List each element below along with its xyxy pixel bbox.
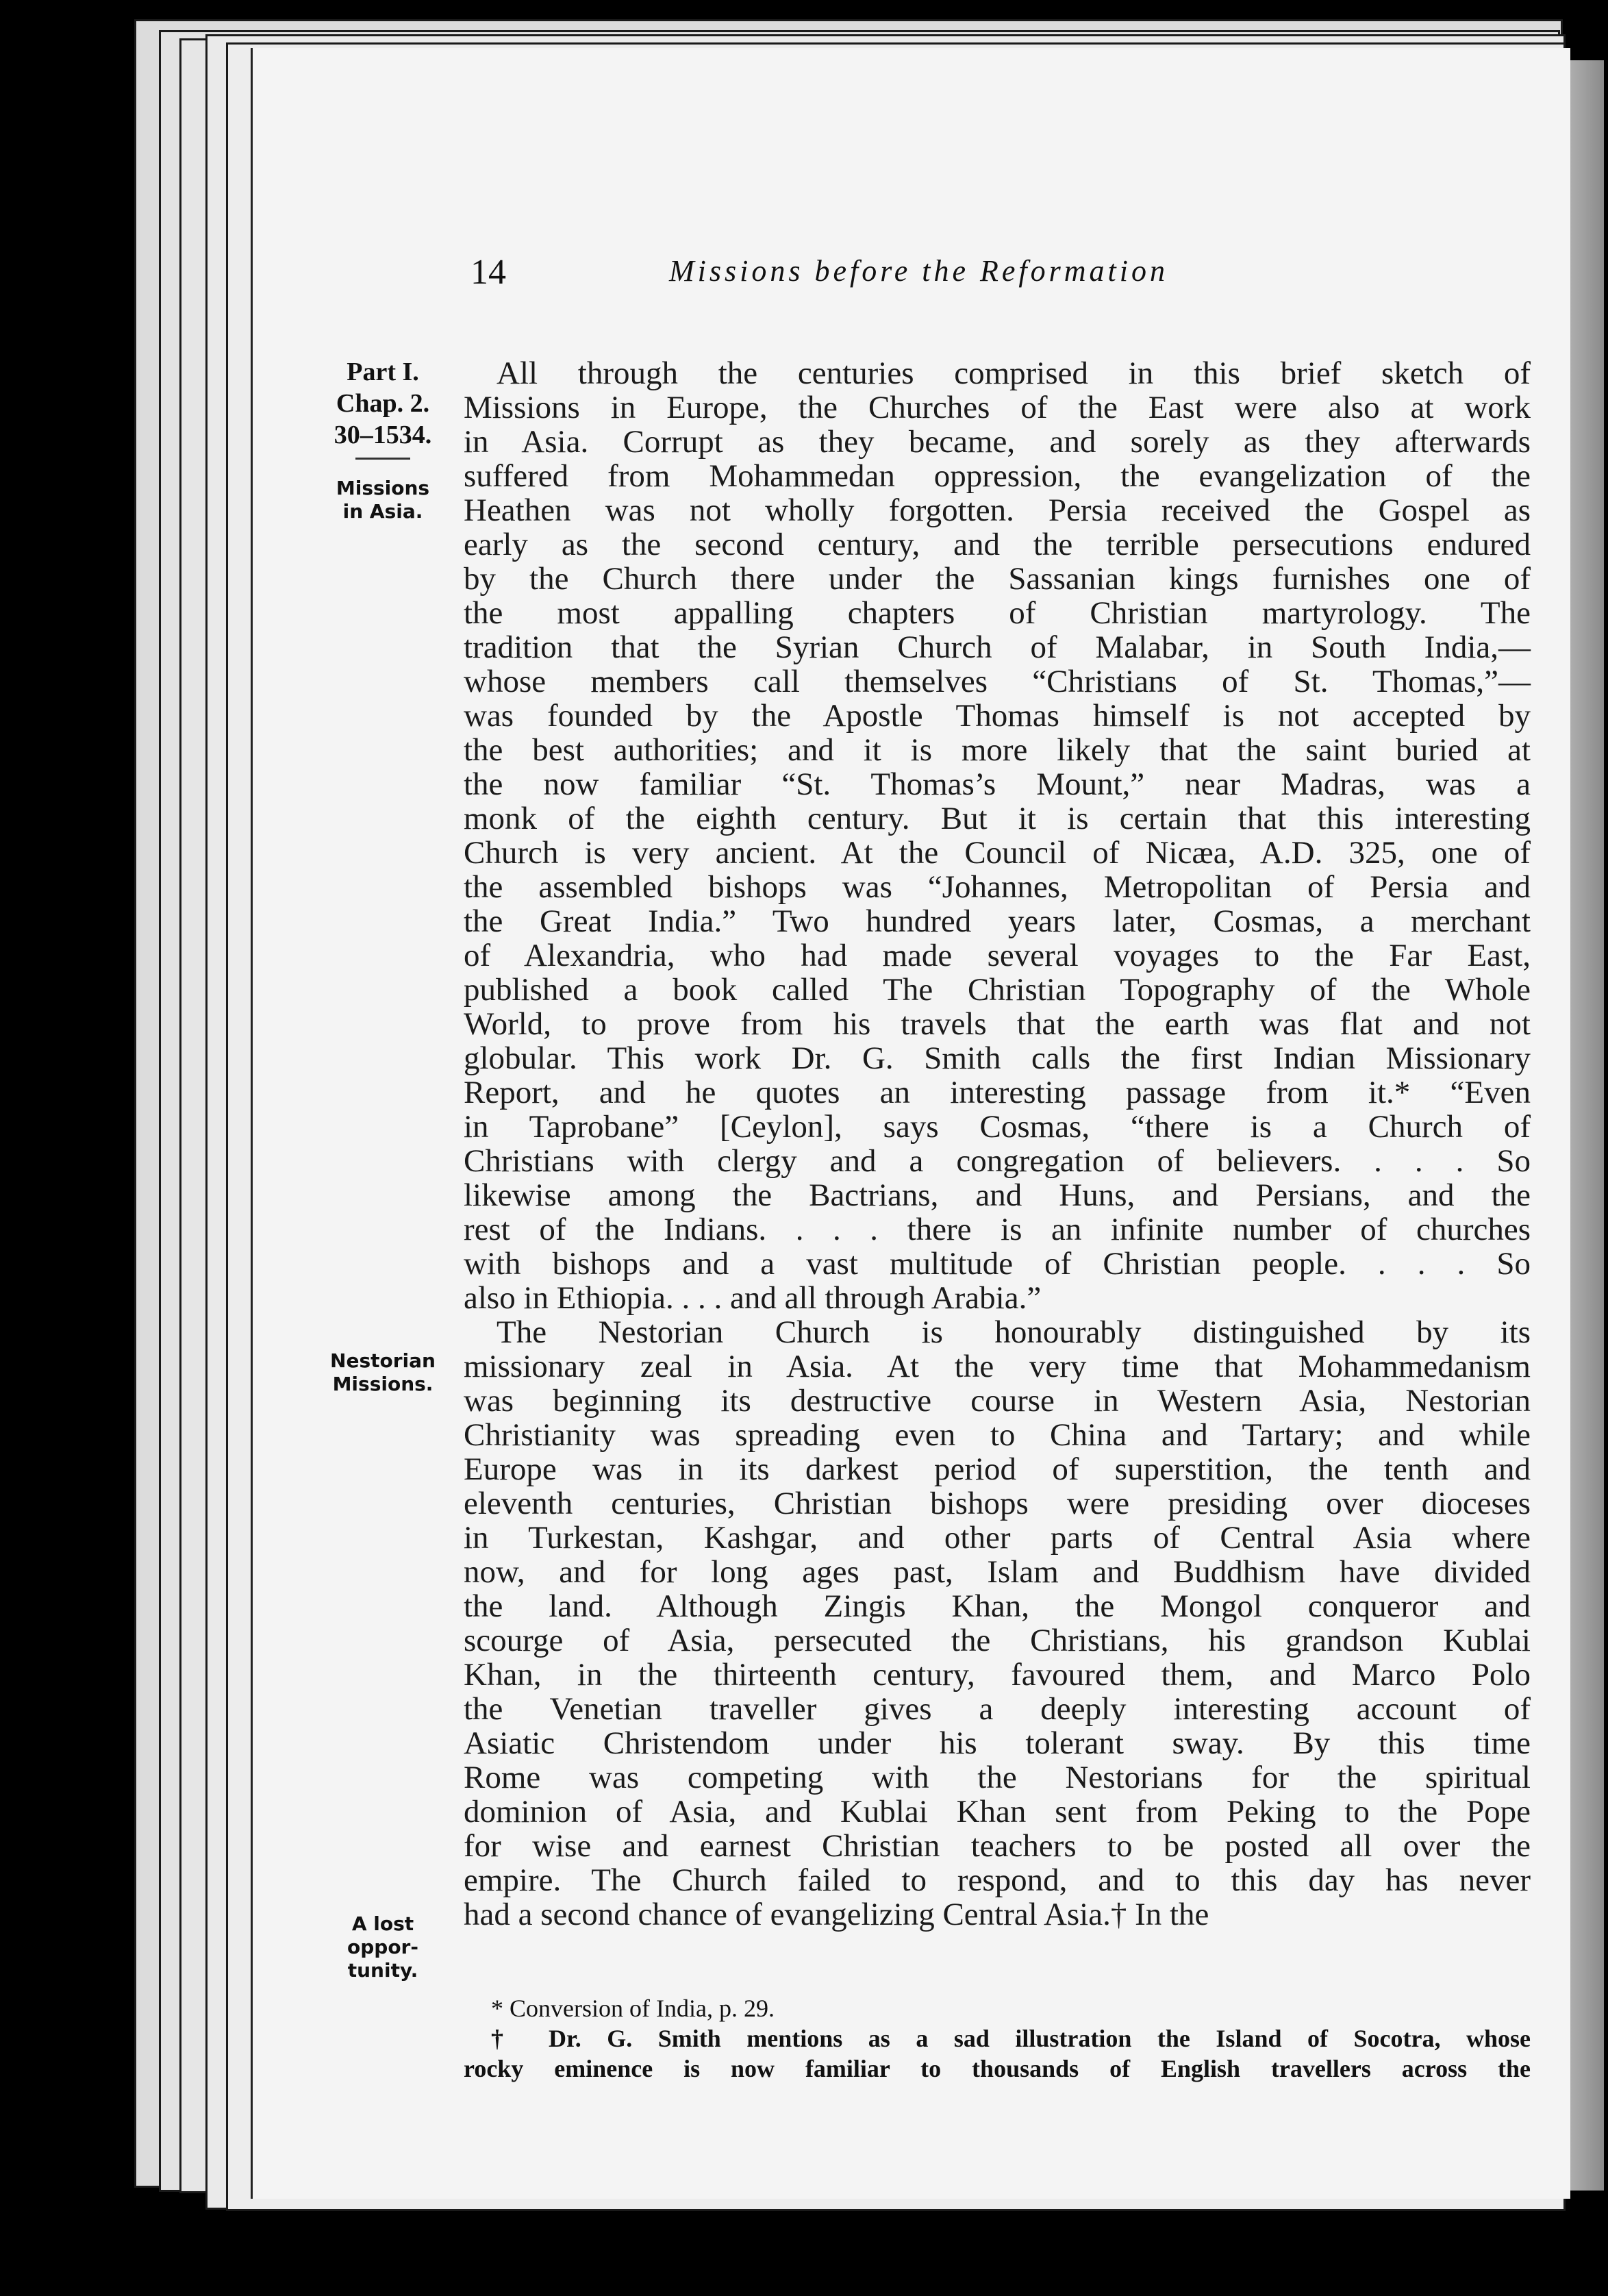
body-line: rest of the Indians. . . . there is an infinite number of churches (464, 1212, 1531, 1247)
page-number: 14 (470, 253, 506, 292)
body-line: had a second chance of evangelizing Central Asia.† In the (464, 1897, 1209, 1932)
body-line: Church is very ancient. At the Council of Nicæa, A.D. 325, one of (464, 835, 1531, 871)
body-line: Heathen was not wholly forgotten. Persia received the Gospel as (464, 492, 1531, 528)
margin-rule (355, 458, 410, 460)
part-chapter-note (314, 356, 451, 465)
body-line: World, to prove from his travels that the earth was flat and not (464, 1006, 1531, 1042)
margin-note-nestorian-missions (314, 1349, 451, 1396)
footnote-2: † Dr. G. Smith mentions as a sad illustration the Island of Socotra, whose (491, 2025, 1531, 2052)
body-line: Rome was competing with the Nestorians for the spiritual (464, 1760, 1531, 1795)
running-header (470, 247, 1518, 301)
body-line: likewise among the Bactrians, and Huns, and Persians, and the (464, 1177, 1531, 1213)
body-line: Europe was in its darkest period of superstition, the tenth and (464, 1451, 1531, 1487)
book-page (251, 48, 1570, 2199)
body-line: also in Ethiopia. . . . and all through Arabia.” (464, 1280, 1042, 1316)
body-line: the assembled bishops was “Johannes, Metropolitan of Persia and (464, 869, 1531, 905)
body-line: now, and for long ages past, Islam and Buddhism have divided (464, 1554, 1531, 1590)
body-line: by the Church there under the Sassanian kings furnishes one of (464, 561, 1531, 597)
body-line: the Great India.” Two hundred years later, Cosmas, a merchant (464, 903, 1531, 939)
body-line: globular. This work Dr. G. Smith calls the first Indian Missionary (464, 1040, 1531, 1076)
footnote-2-cont: rocky eminence is now familiar to thousands of English travellers across the (464, 2055, 1531, 2082)
body-line: was beginning its destructive course in Western Asia, Nestorian (464, 1383, 1531, 1419)
part-label: Part I. (347, 358, 419, 386)
body-line: published a book called The Christian Topography of the Whole (464, 972, 1531, 1008)
margin-note-line: A lost (351, 1912, 414, 1935)
margin-note-lost-opportunity (314, 1912, 451, 1982)
body-line: with bishops and a vast multitude of Christian people. . . . So (464, 1246, 1531, 1282)
margin-note-line: Nestorian (330, 1349, 436, 1372)
body-line: whose members call themselves “Christians of St. Thomas,”— (464, 664, 1531, 699)
body-line: Khan, in the thirteenth century, favoured them, and Marco Polo (464, 1657, 1531, 1693)
body-line: empire. The Church failed to respond, and to this day has never (464, 1862, 1531, 1898)
body-text (464, 356, 1531, 1932)
body-line: early as the second century, and the terrible persecutions endured (464, 527, 1531, 562)
body-line: Christians with clergy and a congregation of believers. . . . So (464, 1143, 1531, 1179)
margin-note-line: oppor- (347, 1936, 418, 1958)
body-line: in Taprobane” [Ceylon], says Cosmas, “there is a Church of (464, 1109, 1531, 1145)
years-label: 30–1534. (334, 421, 432, 449)
body-line: was founded by the Apostle Thomas himself is not accepted by (464, 698, 1531, 734)
margin-note-line: Missions. (332, 1373, 434, 1395)
body-line: The Nestorian Church is honourably distinguished by its (497, 1314, 1531, 1350)
body-line: tradition that the Syrian Church of Malabar, in South India,— (464, 629, 1531, 665)
margin-note-missions-in-asia (314, 477, 451, 523)
body-line: for wise and earnest Christian teachers to be posted all over the (464, 1828, 1531, 1864)
body-line: in Turkestan, Kashgar, and other parts of Central Asia where (464, 1520, 1531, 1556)
footnote-1: * Conversion of India, p. 29. (491, 1995, 775, 2022)
running-title: Missions before the Reformation (669, 254, 1168, 288)
body-line: the most appalling chapters of Christian martyrology. The (464, 595, 1531, 631)
body-line: the now familiar “St. Thomas’s Mount,” near Madras, was a (464, 766, 1531, 802)
chapter-label: Chap. 2. (336, 389, 430, 418)
book-edge-right (1568, 60, 1604, 2191)
body-line: of Alexandria, who had made several voyages to the Far East, (464, 938, 1531, 973)
body-line: missionary zeal in Asia. At the very time that Mohammedanism (464, 1349, 1531, 1384)
body-line: scourge of Asia, persecuted the Christians, his grandson Kublai (464, 1623, 1531, 1658)
body-line: the best authorities; and it is more likely that the saint buried at (464, 732, 1531, 768)
body-line: eleventh centuries, Christian bishops were presiding over dioceses (464, 1486, 1531, 1521)
body-line: the land. Although Zingis Khan, the Mongol conqueror and (464, 1588, 1531, 1624)
body-line: the Venetian traveller gives a deeply interesting account of (464, 1691, 1531, 1727)
margin-note-line: tunity. (347, 1959, 418, 1982)
body-line: monk of the eighth century. But it is certain that this interesting (464, 801, 1531, 836)
body-line: Christianity was spreading even to China and Tartary; and while (464, 1417, 1531, 1453)
body-line: suffered from Mohammedan oppression, the evangelization of the (464, 458, 1531, 494)
body-line: dominion of Asia, and Kublai Khan sent from Peking to the Pope (464, 1794, 1531, 1830)
body-line: Missions in Europe, the Churches of the East were also at work (464, 390, 1531, 425)
margin-note-line: Missions (336, 477, 430, 499)
body-line: in Asia. Corrupt as they became, and sorely as they afterwards (464, 424, 1531, 460)
body-line: Asiatic Christendom under his tolerant sway. By this time (464, 1725, 1531, 1761)
margin-note-line: in Asia. (342, 500, 423, 523)
body-line: Report, and he quotes an interesting passage from it.* “Even (464, 1075, 1531, 1110)
footnotes (464, 1993, 1531, 2084)
body-line: All through the centuries comprised in this brief sketch of (497, 355, 1531, 391)
